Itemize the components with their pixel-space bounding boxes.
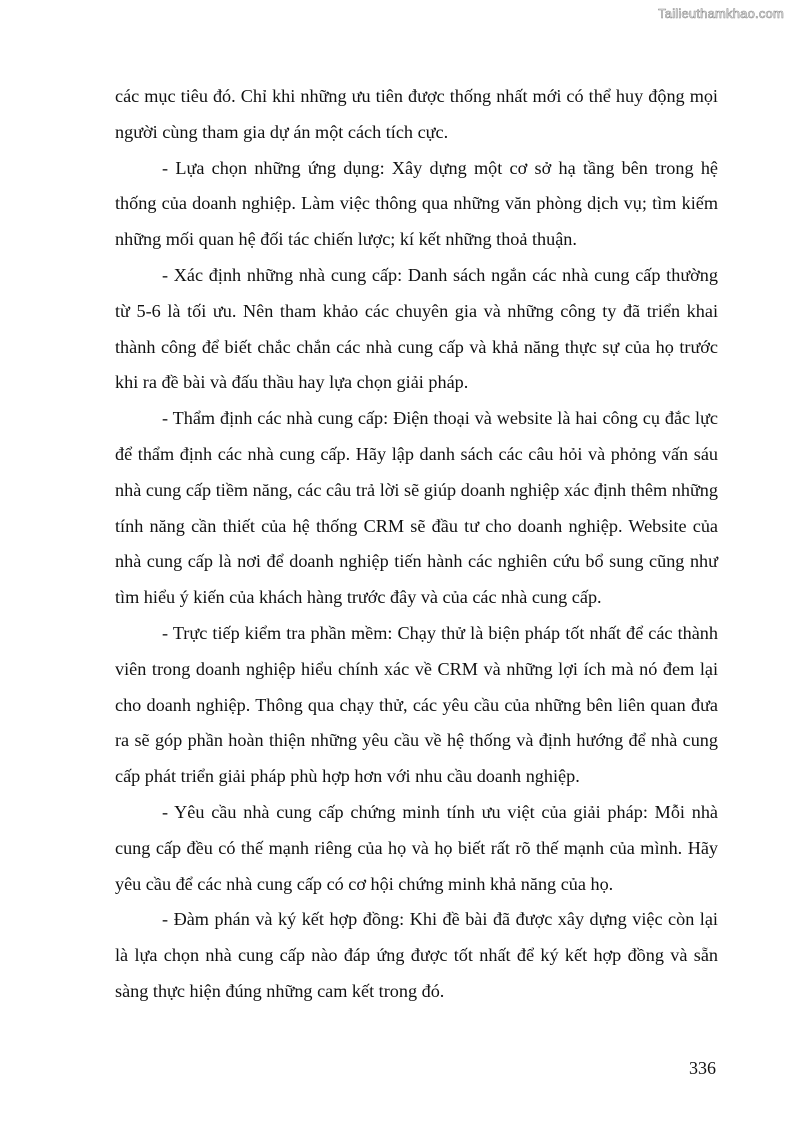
paragraph-select-applications: - Lựa chọn những ứng dụng: Xây dựng một cơ sở hạ tầng bên trong hệ thống của doanh nghiệp. Làm việc thông qua những văn phòng dịch vụ; tìm kiếm những mối quan hệ đối tác chiến lược; kí kết những thoả thuận. bbox=[115, 157, 718, 250]
watermark-text: Tailieuthamkhao.com bbox=[658, 6, 784, 21]
document-body bbox=[115, 79, 718, 1010]
paragraph-test-software: - Trực tiếp kiểm tra phần mềm: Chạy thử là biện pháp tốt nhất để các thành viên trong doanh nghiệp hiểu chính xác về CRM và những lợi ích mà nó đem lại cho doanh nghiệp. Thông qua chạy thử, các yêu cầu của những bên liên quan đưa ra sẽ góp phần hoàn thiện những yêu cầu về hệ thống và định hướng để nhà cung cấp phát triển giải pháp phù hợp hơn với nhu cầu doanh nghiệp. bbox=[115, 622, 718, 787]
page-number: 336 bbox=[689, 1058, 716, 1078]
paragraph-identify-suppliers: - Xác định những nhà cung cấp: Danh sách ngắn các nhà cung cấp thường từ 5-6 là tối ưu. Nên tham khảo các chuyên gia và những công ty đã triển khai thành công để biết chắc chắn các nhà cung cấp và khả năng thực sự của họ trước khi ra đề bài và đấu thầu hay lựa chọn giải pháp. bbox=[115, 264, 718, 393]
paragraph-require-proof: - Yêu cầu nhà cung cấp chứng minh tính ưu việt của giải pháp: Mỗi nhà cung cấp đều có thế mạnh riêng của họ và họ biết rất rõ thế mạnh của mình. Hãy yêu cầu để các nhà cung cấp có cơ hội chứng minh khả năng của họ. bbox=[115, 801, 718, 894]
paragraph-negotiate-contract: - Đàm phán và ký kết hợp đồng: Khi đề bài đã được xây dựng việc còn lại là lựa chọn nhà cung cấp nào đáp ứng được tốt nhất để ký kết hợp đồng và sẵn sàng thực hiện đúng những cam kết trong đó. bbox=[115, 909, 718, 1001]
paragraph-evaluate-suppliers: - Thẩm định các nhà cung cấp: Điện thoại và website là hai công cụ đắc lực để thẩm định các nhà cung cấp. Hãy lập danh sách các câu hỏi và phỏng vấn sáu nhà cung cấp tiềm năng, các câu trả lời sẽ giúp doanh nghiệp xác định thêm những tính năng cần thiết của hệ thống CRM sẽ đầu tư cho doanh nghiệp. Website của nhà cung cấp là nơi để doanh nghiệp tiến hành các nghiên cứu bổ sung cũng như tìm hiểu ý kiến của khách hàng trước đây và của các nhà cung cấp. bbox=[115, 408, 718, 608]
paragraph-continuation: các mục tiêu đó. Chỉ khi những ưu tiên được thống nhất mới có thể huy động mọi người cùng tham gia dự án một cách tích cực. bbox=[115, 86, 718, 142]
